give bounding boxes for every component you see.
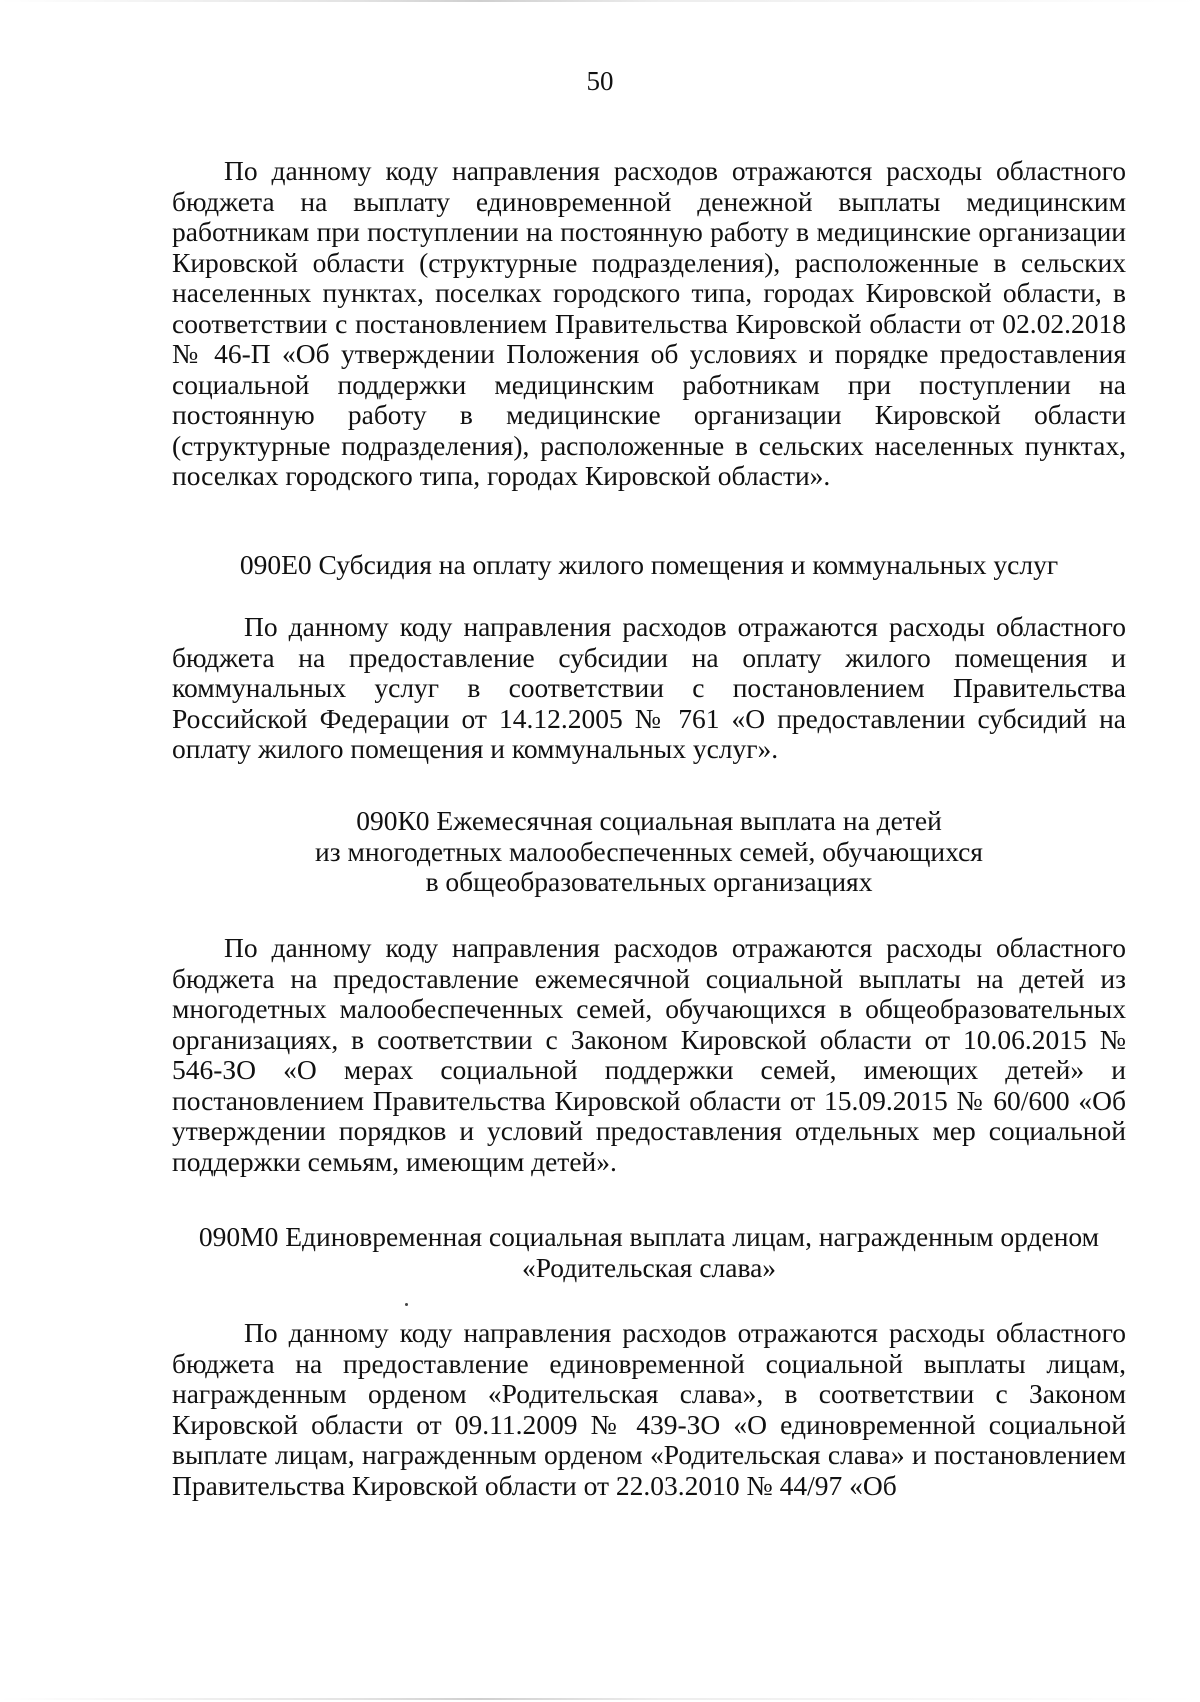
- page-number: 50: [586, 66, 614, 96]
- scan-speck: [405, 1303, 408, 1306]
- heading-text: [172, 806, 1126, 898]
- heading-line: из многодетных малообеспеченных семей, обучающихся: [315, 835, 983, 867]
- scan-top-edge: [0, 0, 1200, 2]
- section-heading-090m0: [172, 1222, 1126, 1283]
- paragraph-text: По данному коду направления расходов отражаются расходы областного бюджета на выплату единовременной денежной выплаты медицинским работникам при поступлении на постоянную работу в медицинские организации Кировской области (структурные подразделения), расположенные в сельских населенных пунктах, поселках городского типа, городах Кировской области, в соответствии с постановлением Правительства Кировской области от 02.02.2018 № 46-П «Об утверждении Положения об условиях и порядке предоставления социальной поддержки медицинским работникам при поступлении на постоянную работу в медицинские организации Кировской области (структурные подразделения), расположенные в сельских населенных пунктах, поселках городского типа, городах Кировской области».: [172, 155, 1126, 491]
- paragraph-parental-glory-payment: [172, 1318, 1126, 1501]
- section-heading-090k0: [172, 806, 1126, 898]
- heading-line: в общеобразовательных организациях: [425, 866, 873, 897]
- paragraph-housing-subsidy: [172, 612, 1126, 765]
- paragraph-text: По данному коду направления расходов отражаются расходы областного бюджета на предоставление ежемесячной социальной выплаты на детей из многодетных малообеспеченных семей, обучающихся в общеобразовательных организациях, в соответствии с Законом Кировской области от 10.06.2015 № 546-ЗО «О мерах социальной поддержки семей, имеющих детей» и постановлением Правительства Кировской области от 15.09.2015 № 60/600 «Об утверждении порядков и условий предоставления отдельных мер социальной поддержки семьям, имеющим детей».: [172, 932, 1126, 1177]
- paragraph-medical-workers-payment: [172, 156, 1126, 492]
- paragraph-text: По данному коду направления расходов отражаются расходы областного бюджета на предоставление субсидии на оплату жилого помещения и коммунальных услуг в соответствии с постановлением Правительства Российской Федерации от 14.12.2005 № 761 «О предоставлении субсидий на оплату жилого помещения и коммунальных услуг».: [172, 611, 1126, 764]
- heading-text: [172, 1222, 1126, 1283]
- heading-line: 090К0 Ежемесячная социальная выплата на детей: [356, 805, 942, 836]
- heading-line: 090М0 Единовременная социальная выплата лицам, награжденным орденом: [198, 1221, 1100, 1252]
- section-heading-090e0: [172, 550, 1126, 581]
- paragraph-large-families-payment: [172, 933, 1126, 1177]
- heading-text: 090Е0 Субсидия на оплату жилого помещения и коммунальных услуг: [239, 549, 1059, 580]
- paragraph-text: По данному коду направления расходов отражаются расходы областного бюджета на предоставление единовременной социальной выплаты лицам, награжденным орденом «Родительская слава», в соответствии с Законом Кировской области от 09.11.2009 № 439-ЗО «О единовременной социальной выплате лицам, награжденным орденом «Родительская слава» и постановлением Правительства Кировской области от 22.03.2010 № 44/97 «Об: [172, 1317, 1126, 1501]
- scan-bottom-edge: [0, 1698, 1200, 1700]
- heading-line: «Родительская слава»: [521, 1251, 777, 1283]
